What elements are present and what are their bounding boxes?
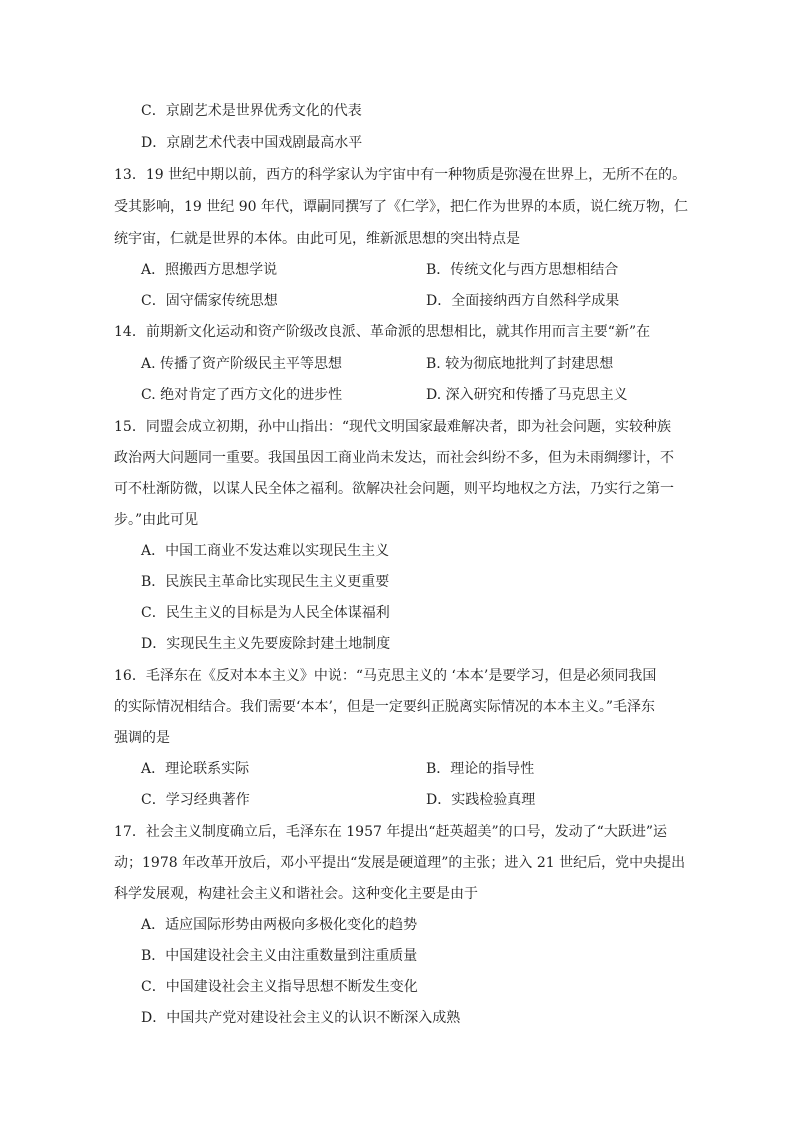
q15-stem-line-1: 15．同盟会成立初期，孙中山指出：“现代文明国家最难解决者，即为社会问题，实较种族	[114, 419, 671, 435]
q13-option-d: D．全面接纳西方自然科学成果	[426, 293, 620, 309]
q17-stem-line-2: 动；1978 年改革开放后，邓小平提出“发展是硬道理”的主张；进入 21 世纪后，党中央提出	[114, 855, 686, 871]
q13-option-b: B．传统文化与西方思想相结合	[426, 262, 619, 278]
q17-option-a: A．适应国际形势由两极向多极化变化的趋势	[141, 917, 418, 933]
q17-option-b: B．中国建设社会主义由注重数量到注重质量	[141, 948, 418, 964]
q14-option-c: C. 绝对肯定了西方文化的进步性	[141, 387, 343, 403]
q13-stem-line-1: 13．19 世纪中期以前，西方的科学家认为宇宙中有一种物质是弥漫在世界上，无所不在的。	[114, 167, 687, 183]
q16-option-c: C．学习经典著作	[141, 792, 250, 808]
q14-option-b: B. 较为彻底地批判了封建思想	[426, 356, 614, 372]
q13-stem-line-2: 受其影响，19 世纪 90 年代，谭嗣同撰写了《仁学》，把仁作为世界的本质，说仁统万物，仁	[114, 199, 688, 215]
q16-stem-line-3: 强调的是	[114, 730, 170, 746]
q15-option-a: A．中国工商业不发达难以实现民生主义	[141, 543, 390, 559]
q17-option-c: C．中国建设社会主义指导思想不断发生变化	[141, 979, 418, 995]
q15-stem-line-3: 可不杜渐防微，以谋人民全体之福利。欲解决社会问题，则平均地权之方法，乃实行之第一	[114, 481, 674, 497]
q17-option-d: D．中国共产党对建设社会主义的认识不断深入成熟	[141, 1010, 461, 1026]
q13-option-a: A．照搬西方思想学说	[141, 262, 278, 278]
q16-stem-line-2: 的实际情况相结合。我们需要‘本本’，但是一定要纠正脱离实际情况的本本主义。”毛泽东	[114, 699, 656, 715]
q17-stem-line-3: 科学发展观，构建社会主义和谐社会。这种变化主要是由于	[114, 886, 478, 902]
q17-stem-line-1: 17．社会主义制度确立后，毛泽东在 1957 年提出“赶英超美”的口号，发动了“大跃进”运	[114, 824, 667, 840]
q13-option-c: C．固守儒家传统思想	[141, 293, 278, 309]
q14-stem-line-1: 14．前期新文化运动和资产阶级改良派、革命派的思想相比，就其作用而言主要“新”在	[114, 324, 651, 340]
q16-stem-line-1: 16．毛泽东在《反对本本主义》中说：“马克思主义的 ‘本本’是要学习，但是必须同我国	[114, 668, 657, 684]
q16-option-a: A．理论联系实际	[141, 761, 250, 777]
q13-stem-line-3: 统宇宙，仁就是世界的本体。由此可见，维新派思想的突出特点是	[114, 231, 520, 247]
q16-option-b: B．理论的指导性	[426, 761, 535, 777]
q15-option-b: B．民族民主革命比实现民生主义更重要	[141, 574, 390, 590]
q12-option-d: D．京剧艺术代表中国戏剧最高水平	[141, 135, 363, 151]
q15-option-d: D．实现民生主义先要废除封建土地制度	[141, 636, 391, 652]
q12-option-c: C．京剧艺术是世界优秀文化的代表	[141, 103, 362, 119]
q16-option-d: D．实践检验真理	[426, 792, 536, 808]
q14-option-a: A. 传播了资产阶级民主平等思想	[141, 356, 343, 372]
q14-option-d: D. 深入研究和传播了马克思主义	[426, 387, 628, 403]
q15-stem-line-4: 步。”由此可见	[114, 512, 199, 528]
q15-stem-line-2: 政治两大问题同一重要。我国虽因工商业尚未发达，而社会纠纷不多，但为未雨绸缪计，不	[114, 450, 674, 466]
q15-option-c: C．民生主义的目标是为人民全体谋福利	[141, 605, 390, 621]
